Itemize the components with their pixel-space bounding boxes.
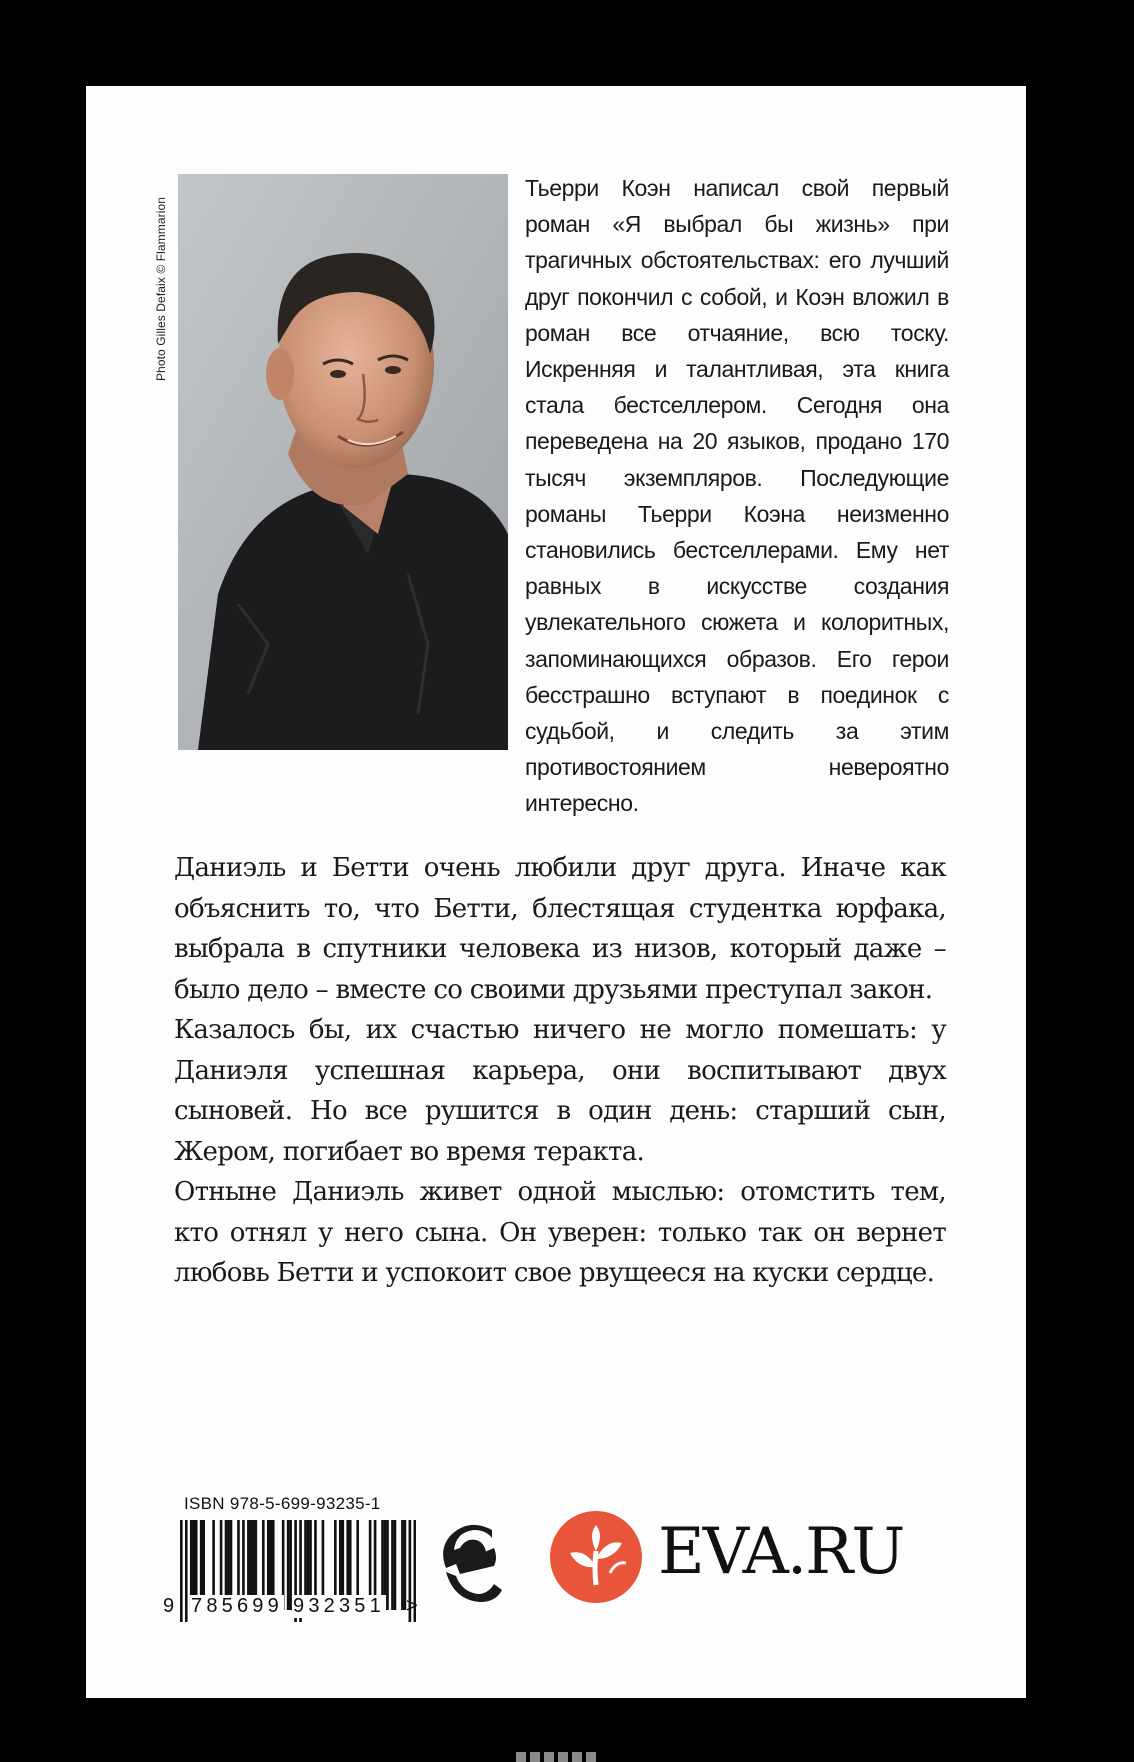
clipped-text-fragment bbox=[516, 1748, 616, 1762]
author-photo bbox=[178, 174, 508, 750]
synopsis-paragraph: Казалось бы, их счастью ничего не могло помешать: у Даниэля успешная карьера, они воспитывают двух сыновей. Но все рушится в один день: старший сын, Жером, погибает во время теракта. bbox=[174, 1015, 946, 1167]
photo-credit bbox=[152, 174, 170, 404]
author-photo-illustration bbox=[178, 174, 508, 750]
barcode-digits-right: 932351 bbox=[293, 1595, 385, 1617]
synopsis-paragraph: Даниэль и Бетти очень любили друг друга. Иначе как объяснить то, что Бетти, блестящая студентка юрфака, выбрала в спутники человека из низов, который даже – было дело – вместе со своими друзьями преступал закон. bbox=[174, 853, 946, 1005]
photo-credit-text: Photo Gilles Defaix © Flammarion bbox=[154, 196, 168, 382]
author-bio: Тьерри Коэн написал свой первый роман «Я выбрал бы жизнь» при трагичных обстоятельствах: его лучший друг покончил с собой, и Коэн вложил в роман все отчаяние, всю тоску. Искренняя и талантливая, эта книга стала бестселлером. Сегодня она переведена на 20 языков, продано 170 тысяч экземпляров. Последующие романы Тьерри Коэна неизменно становились бестселлерами. Ему нет равных в искусстве создания увлекательного сюжета и колоритных, запоминающихся образов. Его герои бесстрашно вступают в поединок с судьбой, и следить за этим противостоянием невероятно интересно. bbox=[525, 175, 949, 817]
eva-logo-icon bbox=[550, 1511, 642, 1603]
eksmo-logo-icon bbox=[432, 1512, 508, 1612]
eva-logo-text: EVA.RU bbox=[658, 1515, 904, 1589]
synopsis-paragraph: Отныне Даниэль живет одной мыслью: отомстить тем, кто отнял у него сына. Он уверен: только так он вернет любовь Бетти и успокоит свое рвущееся на куски сердце. bbox=[174, 1177, 946, 1288]
isbn-label: ISBN 978-5-699-93235-1 bbox=[184, 1494, 381, 1513]
barcode-digits bbox=[163, 1595, 433, 1623]
synopsis bbox=[174, 848, 946, 1294]
barcode-digit-first: 9 bbox=[163, 1595, 175, 1617]
barcode-digit-end: > bbox=[406, 1595, 418, 1617]
barcode-digits-left: 785699 bbox=[191, 1595, 283, 1617]
